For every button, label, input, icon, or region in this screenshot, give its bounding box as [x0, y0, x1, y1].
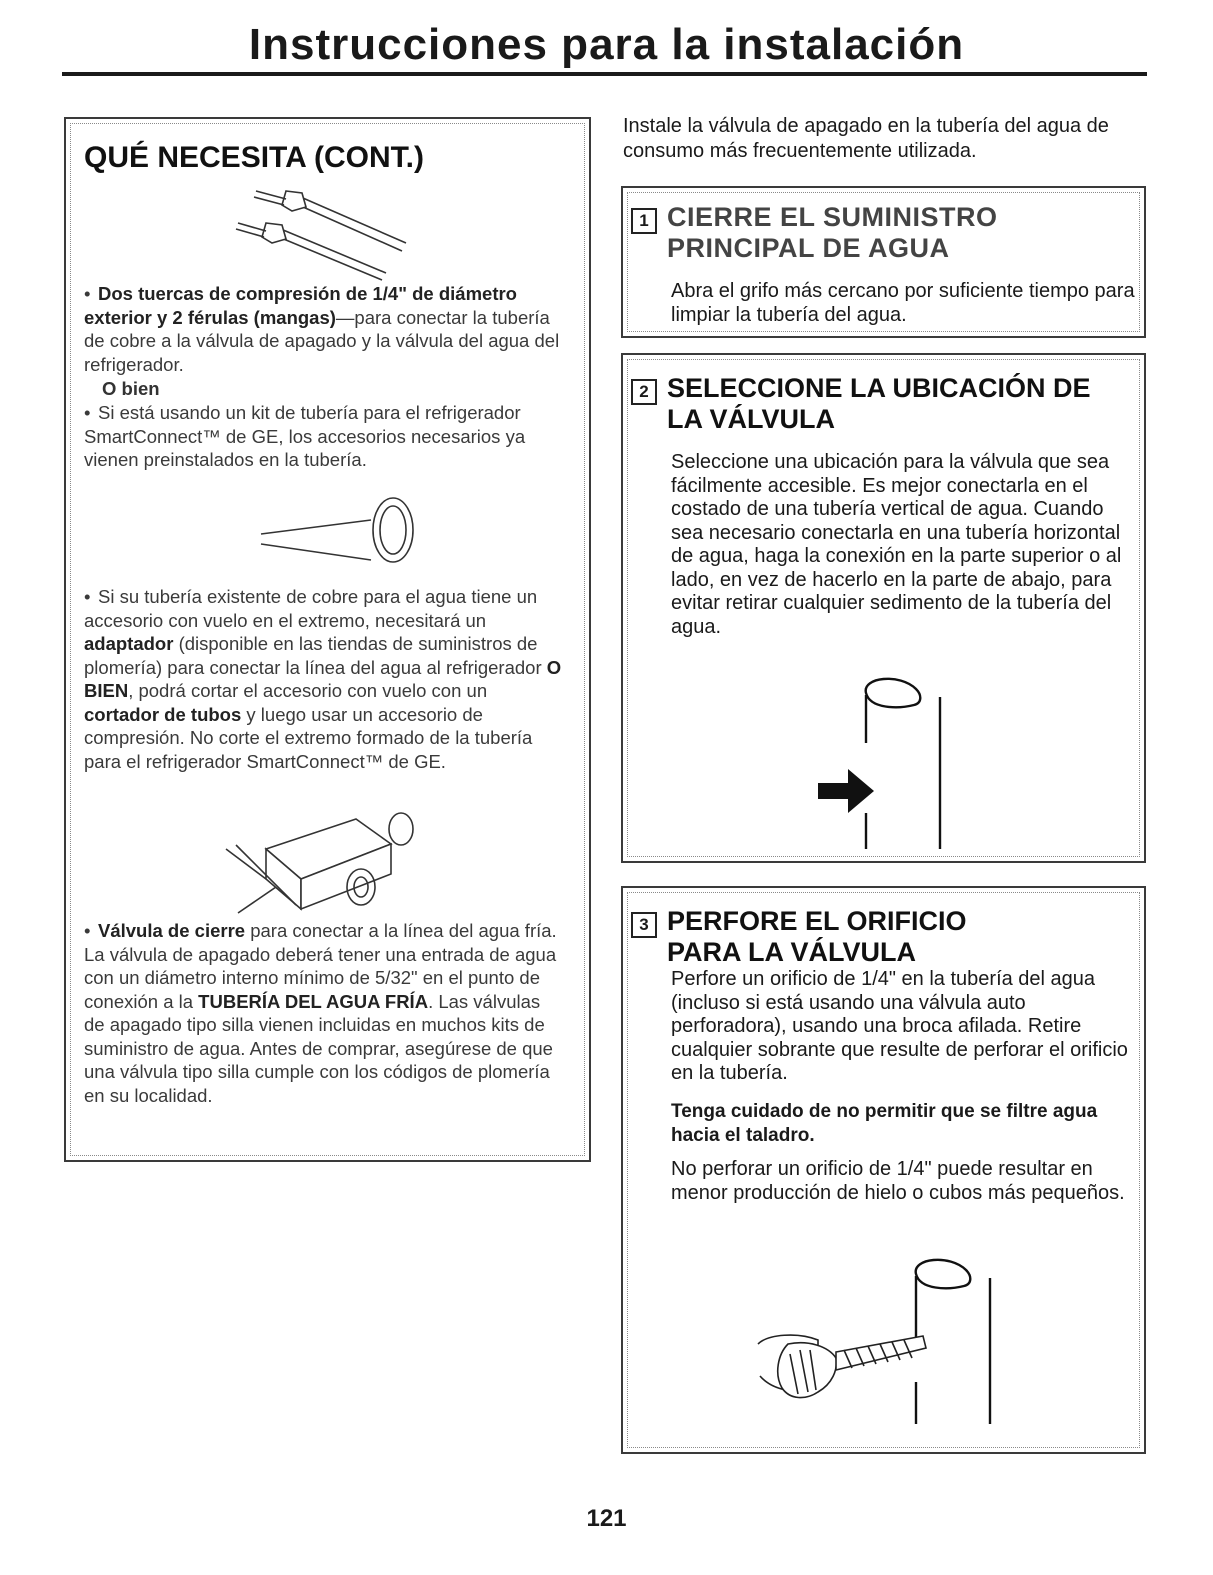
step-number: 3 — [631, 912, 657, 938]
title-rule — [62, 72, 1147, 76]
page-number: 121 — [586, 1505, 627, 1532]
warning-text: Tenga cuidado de no permitir que se filtre agua hacia el taladro. — [671, 1101, 1098, 1146]
page-title: Instrucciones para la instalación — [248, 20, 965, 69]
step-text: No perforar un orificio de 1/4" puede resultar en menor producción de hielo o cubos más pequeños. — [671, 1158, 1125, 1204]
step-title: PERFORE EL ORIFICIO PARA LA VÁLVULA — [667, 906, 967, 967]
step-2-panel — [621, 353, 1146, 863]
or-label: O bien — [102, 378, 160, 399]
step-title: CIERRE EL SUMINISTRO PRINCIPAL DE AGUA — [667, 202, 998, 263]
intro-text: Instale la válvula de apagado en la tubería del agua de consumo más frecuentemente utilizada. — [623, 115, 1109, 162]
list-item: • Si está usando un kit de tubería para el refrigerador SmartConnect™ de GE, los accesorios necesarios ya vienen preinstalados en la tubería. — [84, 402, 526, 470]
list-item: • Si su tubería existente de cobre para el agua tiene un accesorio con vuelo en el extremo, necesitará un adaptador (disponible en las tiendas de suministros de plomería) para conectar la línea del agua al refrigerador O BIEN, podrá cortar el accesorio con vuelo con un cortador de tubos y luego usar un accesorio de compresión. No corte el extremo formado de la tubería para el refrigerador SmartConnect™ de GE. — [84, 586, 562, 772]
drill-pipe-illustration — [748, 1254, 1008, 1434]
flared-tube-illustration — [261, 494, 421, 574]
step-number: 2 — [631, 379, 657, 405]
list-item: • Válvula de cierre para conectar a la línea del agua fría. La válvula de apagado deberá tener una entrada de agua con un diámetro interno mínimo de 5/32" en el punto de conexión a la TUBERÍA DEL AGUA FRÍA. Las válvulas de apagado tipo silla vienen incluidas en muchos kits de suministro de agua. Antes de comprar, asegúrese de que una válvula tipo silla cumple con los códigos de plomería en su localidad. — [84, 920, 557, 1106]
step-text: Perfore un orificio de 1/4" en la tubería del agua (incluso si está usando una válvula auto perforadora), usando una broca afilada. Retire cualquier sobrante que resulte de perforar el orificio en la tubería. — [671, 968, 1128, 1084]
step-number: 1 — [631, 208, 657, 234]
panel-heading: QUÉ NECESITA (CONT.) — [84, 141, 425, 174]
shutoff-valve-illustration — [226, 809, 416, 919]
list-item: • Dos tuercas de compresión de 1/4" de diámetro exterior y 2 férulas (mangas)—para conectar la tubería de cobre a la válvula de apagado y la válvula del agua del refrigerador. — [84, 283, 560, 375]
compression-nuts-illustration — [236, 183, 426, 278]
step-text: Seleccione una ubicación para la válvula que sea fácilmente accesible. Es mejor conectarla en el costado de una tubería vertical de agua. Cuando sea necesario conectarla en una tubería horizontal de agua, haga la conexión en la parte superior o al lado, en vez de hacerlo en la parte de abajo, para evitar retirar cualquier sedimento de la tubería del agua. — [671, 451, 1122, 638]
step-title: SELECCIONE LA UBICACIÓN DE LA VÁLVULA — [667, 373, 1091, 434]
step-1-panel — [621, 186, 1146, 338]
step-3-panel — [621, 886, 1146, 1454]
step-text: Abra el grifo más cercano por suficiente tiempo para limpiar la tubería del agua. — [671, 280, 1135, 326]
what-you-need-panel — [64, 117, 591, 1162]
vertical-pipe-illustration — [818, 673, 958, 853]
